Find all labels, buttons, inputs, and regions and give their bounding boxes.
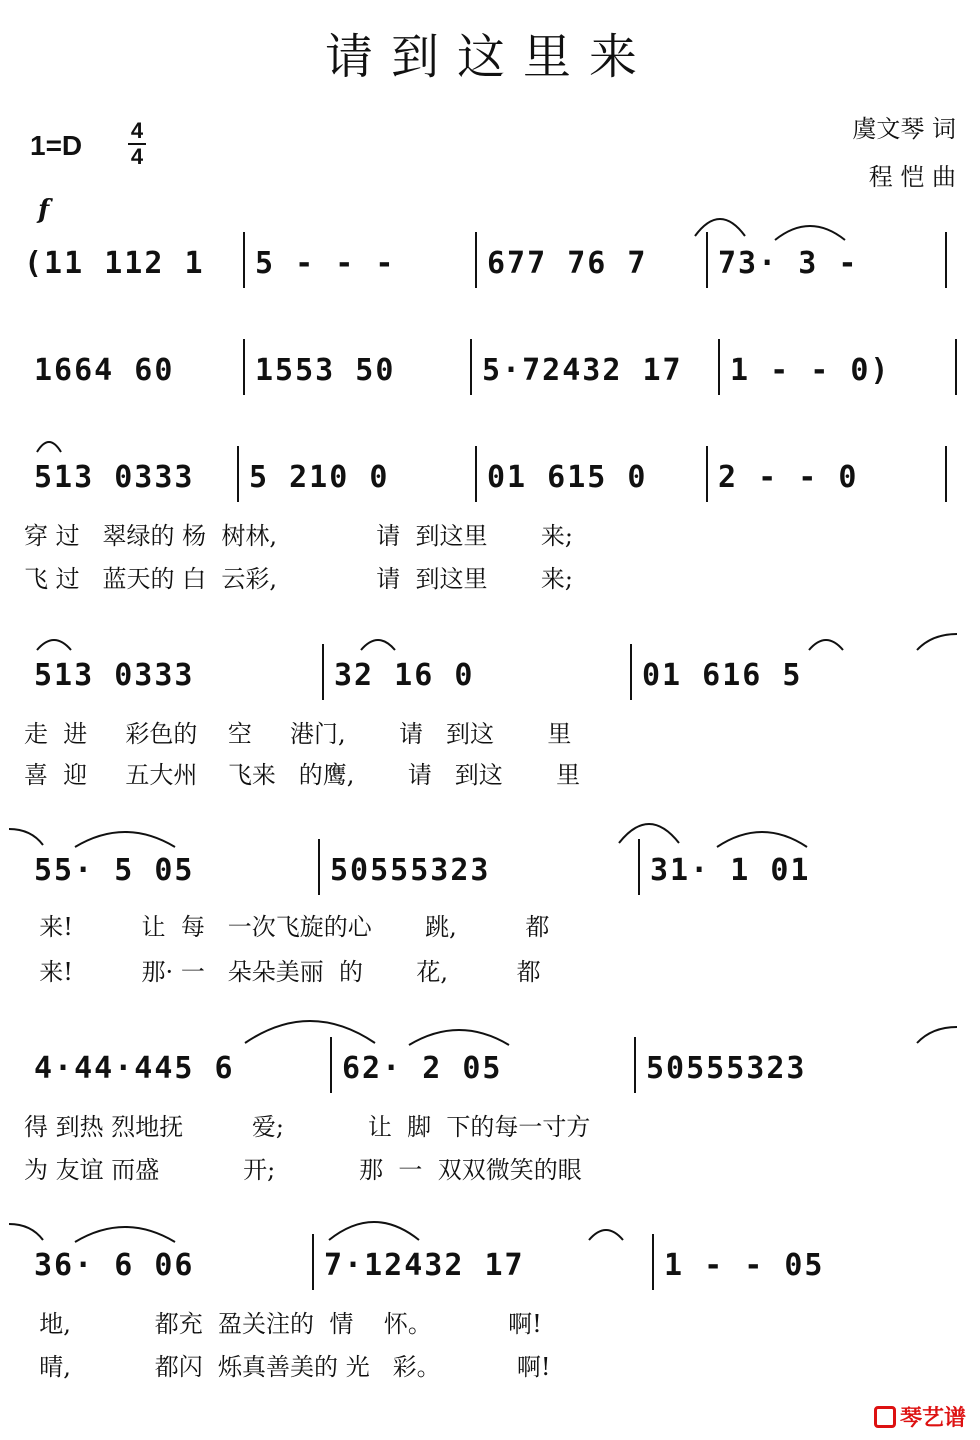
measure: 1664 60: [34, 352, 175, 388]
measure: 5 210 0: [249, 459, 390, 495]
measure: 5·72432 17: [482, 352, 683, 388]
slur: [6, 1222, 46, 1242]
notes-row: [0, 345, 980, 395]
measure: 1 - - 05: [664, 1247, 825, 1283]
notes-row: [0, 650, 980, 700]
lyric-line-1: 地, 都充 盈关注的 情 怀。 啊!: [24, 1310, 542, 1338]
key-signature: 1=D: [30, 130, 83, 161]
slur: [770, 218, 850, 243]
lyricist-credit: 虞文琴 词: [852, 115, 956, 143]
measure: 62· 2 05: [342, 1050, 503, 1086]
watermark-text: 琴艺谱: [899, 1405, 966, 1430]
lyric-line-2: 为 友谊 而盛 开; 那 一 双双微笑的眼: [24, 1156, 582, 1184]
notes-row: [0, 238, 980, 288]
slur: [690, 208, 750, 238]
slur: [324, 1214, 424, 1242]
barline: [945, 232, 947, 288]
qinyipu-logo-icon: [874, 1406, 896, 1428]
slur: [806, 634, 846, 652]
measure: 7·12432 17: [324, 1247, 525, 1283]
song-title: 请到这里来: [324, 29, 655, 85]
measure: 50555323: [646, 1050, 807, 1086]
measure: 4·44·445 6: [34, 1050, 235, 1086]
measure: (11 112 1: [24, 245, 205, 281]
measure: 1553 50: [255, 352, 396, 388]
time-signature-top: 4: [130, 118, 144, 143]
lyric-line-2: 飞 过 蓝天的 白 云彩, 请 到这里 来;: [24, 565, 573, 593]
measure: 73· 3 -: [718, 245, 859, 281]
measure: 01 616 5: [642, 657, 803, 693]
slur: [912, 632, 962, 652]
notes-row: [0, 1240, 980, 1290]
lyric-line-1: 穿 过 翠绿的 杨 树林, 请 到这里 来;: [24, 522, 573, 550]
lyric-line-2: 喜 迎 五大州 飞来 的鹰, 请 到这 里: [24, 761, 581, 789]
dynamic-marking: f: [38, 195, 50, 225]
slur: [70, 1222, 180, 1244]
watermark: [874, 1401, 966, 1432]
slur: [912, 1025, 962, 1045]
lyric-line-2: 晴, 都闪 烁真善美的 光 彩。 啊!: [24, 1353, 551, 1381]
measure: 01 615 0: [487, 459, 648, 495]
slur: [70, 827, 180, 849]
slur: [358, 634, 398, 652]
measure: 677 76 7: [487, 245, 648, 281]
lyric-line-1: 来! 让 每 一次飞旋的心 跳, 都: [24, 913, 550, 941]
slur: [404, 1025, 514, 1047]
slur: [34, 634, 74, 652]
slur: [586, 1224, 626, 1242]
slur: [614, 815, 684, 845]
lyric-line-1: 走 进 彩色的 空 港门, 请 到这 里: [24, 720, 572, 748]
notes-row: [0, 452, 980, 502]
measure: 513 0333: [34, 657, 195, 693]
slur: [6, 827, 46, 847]
measure: 513 0333: [34, 459, 195, 495]
notes-row: [0, 845, 980, 895]
barline: [945, 446, 947, 502]
composer-credit: 程 恺 曲: [868, 163, 956, 191]
lyric-line-2: 来! 那· 一 朵朵美丽 的 花, 都: [24, 958, 541, 986]
credits: [852, 105, 956, 201]
time-signature-bottom: 4: [130, 144, 144, 169]
measure: 1 - - 0): [730, 352, 891, 388]
measure: 32 16 0: [334, 657, 475, 693]
measure: 31· 1 01: [650, 852, 811, 888]
notes-row: [0, 1043, 980, 1093]
slur: [712, 827, 812, 849]
measure: 36· 6 06: [34, 1247, 195, 1283]
measure: 5 - - -: [255, 245, 396, 281]
time-signature: [128, 120, 146, 168]
slur: [34, 436, 64, 454]
barline: [955, 339, 957, 395]
measure: 55· 5 05: [34, 852, 195, 888]
measure: 2 - - 0: [718, 459, 859, 495]
measure: 50555323: [330, 852, 491, 888]
slur: [240, 1013, 380, 1045]
lyric-line-1: 得 到热 烈地抚 爱; 让 脚 下的每一寸方: [24, 1113, 591, 1141]
